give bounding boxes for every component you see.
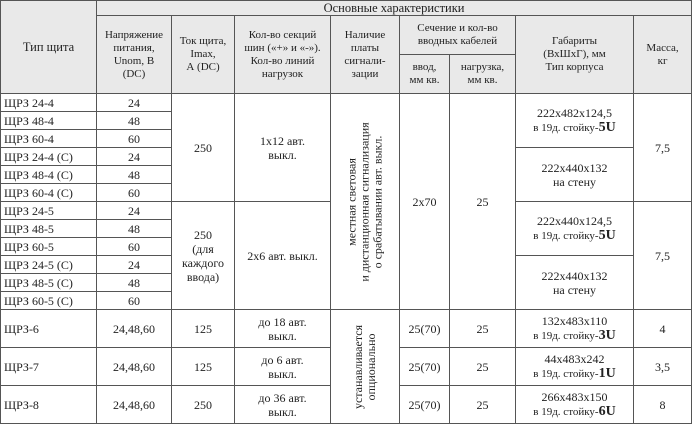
row-name: ЩРЗ 48-4 <box>1 112 97 130</box>
row-voltage: 24 <box>97 256 172 274</box>
group2-dim-rack: 222x440x124,5 в 19д. стойку-5U <box>516 202 634 256</box>
header-current: Ток щита, Imax, А (DC) <box>172 16 235 94</box>
group2-current: 250 (для каждого ввода) <box>172 202 235 310</box>
row-input: 25(70) <box>400 310 450 348</box>
row-voltage: 48 <box>97 220 172 238</box>
row-lines: до 18 авт. выкл. <box>235 310 331 348</box>
signal-optional: устанавливается опционально <box>331 310 400 424</box>
row-voltage: 60 <box>97 130 172 148</box>
row-name: ЩРЗ 24-4 (С) <box>1 148 97 166</box>
group2-lines: 2x6 авт. выкл. <box>235 202 331 310</box>
row-name: ЩРЗ 24-4 <box>1 94 97 112</box>
header-main: Основные характеристики <box>97 1 692 16</box>
row-dims: 266x483x150 в 19д. стойку-6U <box>516 386 634 424</box>
row-current: 125 <box>172 310 235 348</box>
row-load: 25 <box>450 386 516 424</box>
header-input: ввод, мм кв. <box>400 55 450 94</box>
row-voltage: 48 <box>97 166 172 184</box>
group1-current: 250 <box>172 94 235 202</box>
header-dims: Габариты (ВхШхГ), мм Тип корпуса <box>516 16 634 94</box>
row-voltage: 60 <box>97 184 172 202</box>
header-sections: Кол-во секций шин («+» и «-»). Кол-во линий нагрузок <box>235 16 331 94</box>
row-voltage: 60 <box>97 292 172 310</box>
header-type: Тип щита <box>1 1 97 94</box>
row-mass: 3,5 <box>634 348 692 386</box>
row-lines: до 36 авт. выкл. <box>235 386 331 424</box>
row-input: 25(70) <box>400 348 450 386</box>
row-voltage: 48 <box>97 274 172 292</box>
row-name: ЩРЗ 60-5 (С) <box>1 292 97 310</box>
shared-input: 2x70 <box>400 94 450 310</box>
row-mass: 8 <box>634 386 692 424</box>
row-voltage: 24 <box>97 148 172 166</box>
group1-lines: 1x12 авт. выкл. <box>235 94 331 202</box>
row-name: ЩРЗ 48-4 (С) <box>1 166 97 184</box>
row-name: ЩРЗ 48-5 (С) <box>1 274 97 292</box>
row-voltage: 24 <box>97 202 172 220</box>
row-name: ЩРЗ 60-4 (С) <box>1 184 97 202</box>
row-voltage: 24,48,60 <box>97 348 172 386</box>
row-name: ЩРЗ-6 <box>1 310 97 348</box>
row-voltage: 48 <box>97 112 172 130</box>
row-name: ЩРЗ 24-5 <box>1 202 97 220</box>
header-mass: Масса, кг <box>634 16 692 94</box>
group1-dim-rack: 222x482x124,5 в 19д. стойку-5U <box>516 94 634 148</box>
row-name: ЩРЗ 24-5 (С) <box>1 256 97 274</box>
row-current: 250 <box>172 386 235 424</box>
group2-dim-wall: 222x440x132 на стену <box>516 256 634 310</box>
row-voltage: 24,48,60 <box>97 310 172 348</box>
row-voltage: 60 <box>97 238 172 256</box>
row-name: ЩРЗ-7 <box>1 348 97 386</box>
row-input: 25(70) <box>400 386 450 424</box>
row-lines: до 6 авт. выкл. <box>235 348 331 386</box>
row-voltage: 24 <box>97 94 172 112</box>
row-voltage: 24,48,60 <box>97 386 172 424</box>
group1-dim-wall: 222x440x132 на стену <box>516 148 634 202</box>
row-mass: 4 <box>634 310 692 348</box>
row-dims: 132x483x110 в 19д. стойку-3U <box>516 310 634 348</box>
group2-mass: 7,5 <box>634 202 692 310</box>
row-name: ЩРЗ 60-4 <box>1 130 97 148</box>
row-name: ЩРЗ-8 <box>1 386 97 424</box>
signal-main: местная световая и дистанционная сигнализация о срабатывании авт. выкл. <box>331 94 400 310</box>
row-current: 125 <box>172 348 235 386</box>
row-load: 25 <box>450 348 516 386</box>
header-signal: Наличие платы сигнали- зации <box>331 16 400 94</box>
header-voltage: Напряжение питания, Unom, В (DC) <box>97 16 172 94</box>
header-load: нагрузка, мм кв. <box>450 55 516 94</box>
row-name: ЩРЗ 60-5 <box>1 238 97 256</box>
header-cables: Сечение и кол-во вводных кабелей <box>400 16 516 55</box>
shared-load: 25 <box>450 94 516 310</box>
row-dims: 44x483x242 в 19д. стойку-1U <box>516 348 634 386</box>
group1-mass: 7,5 <box>634 94 692 202</box>
row-name: ЩРЗ 48-5 <box>1 220 97 238</box>
row-load: 25 <box>450 310 516 348</box>
